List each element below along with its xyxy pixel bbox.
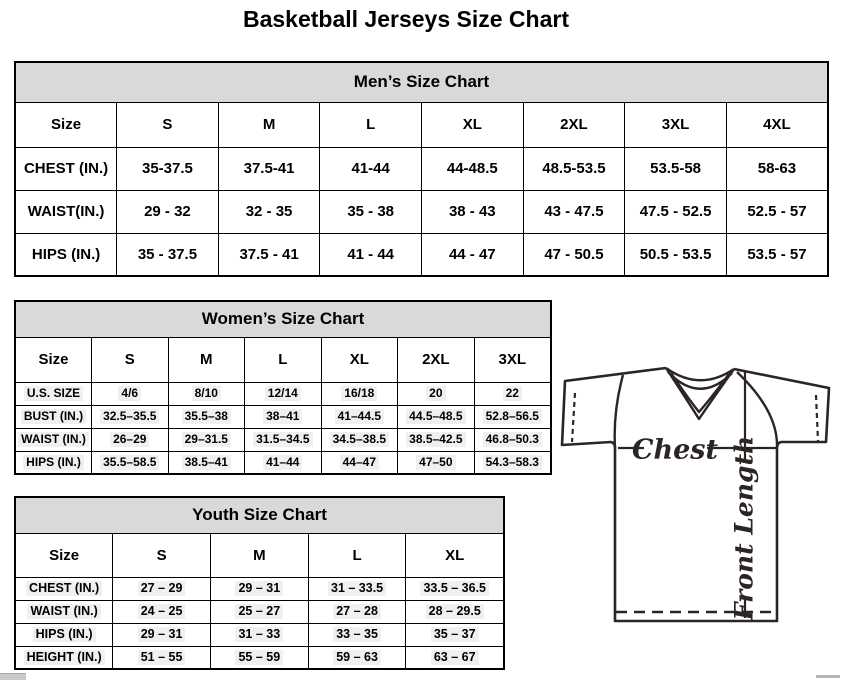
cell-text: 24 – 25	[138, 604, 186, 619]
table-cell	[320, 190, 422, 233]
table-cell	[523, 233, 625, 276]
column-header: 2XL	[398, 337, 475, 382]
cell-text: 32.5–35.5	[100, 409, 159, 424]
cell-text: 29 – 31	[235, 581, 283, 596]
cell-text: 34.5–38.5	[330, 432, 389, 447]
table-cell	[422, 233, 524, 276]
column-header: M	[210, 533, 308, 577]
table-cell	[726, 147, 828, 190]
table-cell	[245, 382, 322, 405]
table-cell	[210, 600, 308, 623]
table-cell	[474, 382, 551, 405]
cell-text: 20	[426, 386, 445, 401]
row-label	[15, 382, 92, 405]
table-cell	[406, 600, 504, 623]
table-cell	[245, 405, 322, 428]
table-cell	[117, 147, 219, 190]
cell-text: 32 - 35	[245, 203, 293, 220]
column-header: M	[218, 102, 320, 147]
mens-size-chart-table	[14, 61, 829, 277]
column-header-row	[15, 533, 504, 577]
table-row	[15, 451, 551, 474]
row-label-text: CHEST (IN.)	[26, 581, 102, 596]
jersey-seam-left	[615, 375, 623, 448]
table-cell	[474, 451, 551, 474]
cell-text: 25 – 27	[235, 604, 283, 619]
table-row	[15, 623, 504, 646]
table-cell	[625, 233, 727, 276]
table-cell	[320, 147, 422, 190]
cell-text: 44 - 47	[448, 245, 496, 263]
cell-text: 51 – 55	[138, 650, 186, 665]
front-length-label: Front Length	[729, 435, 759, 621]
table-cell	[308, 577, 406, 600]
cell-text: 29–31.5	[182, 432, 231, 447]
cell-text: 31 – 33.5	[328, 581, 386, 596]
table-cell	[113, 646, 211, 669]
row-label	[15, 623, 113, 646]
row-label-text: U.S. SIZE	[24, 386, 83, 401]
table-cell	[726, 190, 828, 233]
row-label	[15, 428, 92, 451]
cell-text: 35-37.5	[142, 160, 193, 177]
table-title-row	[15, 497, 504, 533]
cell-text: 53.5-58	[650, 160, 701, 177]
row-label-text: HIPS (IN.)	[23, 455, 84, 470]
cell-text: 12/14	[265, 386, 301, 401]
cell-text: 16/18	[341, 386, 377, 401]
cell-text: 38–41	[263, 409, 302, 424]
column-header-row	[15, 337, 551, 382]
cell-text: 59 – 63	[333, 650, 381, 665]
scrollbar-fragment-right[interactable]	[816, 675, 840, 678]
table-cell	[321, 428, 398, 451]
cell-text: 43 - 47.5	[544, 203, 604, 220]
table-cell	[245, 428, 322, 451]
cell-text: 47.5 - 52.5	[639, 203, 712, 220]
cell-text: 28 – 29.5	[426, 604, 484, 619]
cell-text: 41-44	[351, 160, 390, 177]
cell-text: 38.5–42.5	[406, 432, 465, 447]
column-header: L	[245, 337, 322, 382]
table-title: Women’s Size Chart	[15, 301, 551, 337]
row-label-text: HIPS (IN.)	[33, 627, 96, 642]
column-header: L	[308, 533, 406, 577]
cell-text: 33.5 – 36.5	[420, 581, 489, 596]
table-cell	[92, 451, 169, 474]
cell-text: 26–29	[110, 432, 149, 447]
cell-text: 38 - 43	[448, 203, 496, 220]
cell-text: 44-48.5	[446, 160, 498, 177]
column-header: Size	[15, 337, 92, 382]
table-cell	[168, 428, 245, 451]
row-label-text: HEIGHT (IN.)	[24, 650, 105, 665]
sleeve-stitch-left	[572, 393, 575, 442]
cell-text: 27 – 29	[138, 581, 186, 596]
table-cell	[422, 147, 524, 190]
table-cell	[474, 428, 551, 451]
table-title-row	[15, 301, 551, 337]
cell-text: 41 - 44	[347, 245, 395, 263]
cell-text: 29 – 31	[138, 627, 186, 642]
column-header: 4XL	[726, 102, 828, 147]
column-header: XL	[406, 533, 504, 577]
table-cell	[320, 233, 422, 276]
sleeve-stitch-right	[816, 395, 818, 441]
table-cell	[117, 233, 219, 276]
row-label	[15, 646, 113, 669]
page-title: Basketball Jerseys Size Chart	[242, 6, 569, 32]
jersey-collar	[666, 368, 734, 419]
youth-size-chart-section	[14, 496, 505, 670]
column-header: 2XL	[523, 102, 625, 147]
table-cell	[398, 428, 475, 451]
table-row	[15, 428, 551, 451]
cell-text: 44–47	[340, 455, 379, 470]
table-cell	[168, 382, 245, 405]
cell-text: 8/10	[192, 386, 221, 401]
cell-text: 58-63	[757, 160, 797, 177]
table-row	[15, 190, 828, 233]
cell-text: 46.8–50.3	[483, 432, 542, 447]
table-cell	[92, 382, 169, 405]
row-label-text: BUST (IN.)	[21, 409, 86, 424]
table-cell	[308, 623, 406, 646]
column-header: 3XL	[474, 337, 551, 382]
table-cell	[308, 600, 406, 623]
cell-text: 4/6	[118, 386, 141, 401]
table-cell	[398, 451, 475, 474]
column-header-row	[15, 102, 828, 147]
row-label	[15, 451, 92, 474]
table-cell	[625, 190, 727, 233]
table-cell	[474, 405, 551, 428]
row-label	[15, 233, 117, 276]
row-label	[15, 405, 92, 428]
table-cell	[726, 233, 828, 276]
column-header: S	[113, 533, 211, 577]
table-title: Youth Size Chart	[15, 497, 504, 533]
womens-size-chart-table	[14, 300, 552, 475]
cell-text: 41–44.5	[335, 409, 384, 424]
table-cell	[321, 405, 398, 428]
table-cell	[308, 646, 406, 669]
row-label	[15, 600, 113, 623]
row-label-text: WAIST (IN.)	[27, 604, 100, 619]
cell-text: 52.8–56.5	[483, 409, 542, 424]
column-header: M	[168, 337, 245, 382]
womens-size-chart-section	[14, 300, 552, 475]
cell-text: 63 – 67	[431, 650, 479, 665]
table-cell	[523, 190, 625, 233]
cell-text: 35 - 38	[347, 203, 395, 220]
cell-text: 31 – 33	[235, 627, 283, 642]
table-cell	[406, 577, 504, 600]
table-row	[15, 382, 551, 405]
mens-size-chart-section	[14, 61, 829, 277]
cell-text: 47–50	[416, 455, 455, 470]
table-title: Men’s Size Chart	[15, 62, 828, 102]
table-cell	[523, 147, 625, 190]
table-cell	[625, 147, 727, 190]
table-cell	[210, 646, 308, 669]
row-label	[15, 190, 117, 233]
column-header: XL	[422, 102, 524, 147]
cell-text: 53.5 - 57	[747, 245, 807, 263]
table-cell	[92, 405, 169, 428]
column-header: S	[117, 102, 219, 147]
cell-text: 54.3–58.3	[483, 455, 542, 470]
table-cell	[245, 451, 322, 474]
table-cell	[218, 147, 320, 190]
cell-text: 50.5 - 53.5	[639, 245, 712, 263]
column-header: S	[92, 337, 169, 382]
cell-text: 37.5-41	[243, 160, 295, 177]
row-label-text: HIPS (IN.)	[31, 245, 101, 263]
table-row	[15, 600, 504, 623]
row-label	[15, 577, 113, 600]
table-cell	[321, 382, 398, 405]
table-cell	[406, 623, 504, 646]
row-label	[15, 147, 117, 190]
table-cell	[218, 233, 320, 276]
cell-text: 35 - 37.5	[137, 245, 198, 263]
column-header: 3XL	[625, 102, 727, 147]
cell-text: 37.5 - 41	[239, 245, 299, 263]
table-cell	[117, 190, 219, 233]
table-row	[15, 646, 504, 669]
cell-text: 29 - 32	[144, 203, 191, 220]
table-cell	[210, 623, 308, 646]
column-header: Size	[15, 102, 117, 147]
table-row	[15, 147, 828, 190]
table-cell	[113, 623, 211, 646]
cell-text: 31.5–34.5	[253, 432, 312, 447]
cell-text: 44.5–48.5	[406, 409, 465, 424]
table-cell	[92, 428, 169, 451]
table-cell	[422, 190, 524, 233]
cell-text: 38.5–41	[182, 455, 231, 470]
cell-text: 47 - 50.5	[544, 245, 604, 263]
table-cell	[113, 600, 211, 623]
cell-text: 35.5–58.5	[100, 455, 159, 470]
row-label-text: CHEST (IN.)	[23, 160, 109, 177]
cell-text: 35.5–38	[182, 409, 231, 424]
column-header: XL	[321, 337, 398, 382]
table-cell	[398, 382, 475, 405]
column-header: Size	[15, 533, 113, 577]
table-cell	[168, 405, 245, 428]
table-cell	[210, 577, 308, 600]
cell-text: 55 – 59	[235, 650, 283, 665]
column-header: L	[320, 102, 422, 147]
chest-label: Chest	[632, 434, 718, 466]
table-cell	[113, 577, 211, 600]
cell-text: 48.5-53.5	[542, 160, 606, 177]
youth-size-chart-table	[14, 496, 505, 670]
table-cell	[321, 451, 398, 474]
table-cell	[406, 646, 504, 669]
table-cell	[218, 190, 320, 233]
table-row	[15, 405, 551, 428]
row-label-text: WAIST (IN.)	[18, 432, 89, 447]
table-cell	[398, 405, 475, 428]
cell-text: 41–44	[263, 455, 302, 470]
table-row	[15, 233, 828, 276]
table-row	[15, 577, 504, 600]
table-cell	[168, 451, 245, 474]
jersey-seam-right	[737, 372, 777, 447]
table-title-row	[15, 62, 828, 102]
cell-text: 22	[503, 386, 522, 401]
jersey-measurement-diagram	[555, 355, 843, 655]
cell-text: 27 – 28	[333, 604, 381, 619]
cell-text: 33 – 35	[333, 627, 381, 642]
row-label-text: WAIST(IN.)	[27, 203, 105, 220]
cell-text: 52.5 - 57	[747, 203, 807, 220]
cell-text: 35 – 37	[431, 627, 479, 642]
